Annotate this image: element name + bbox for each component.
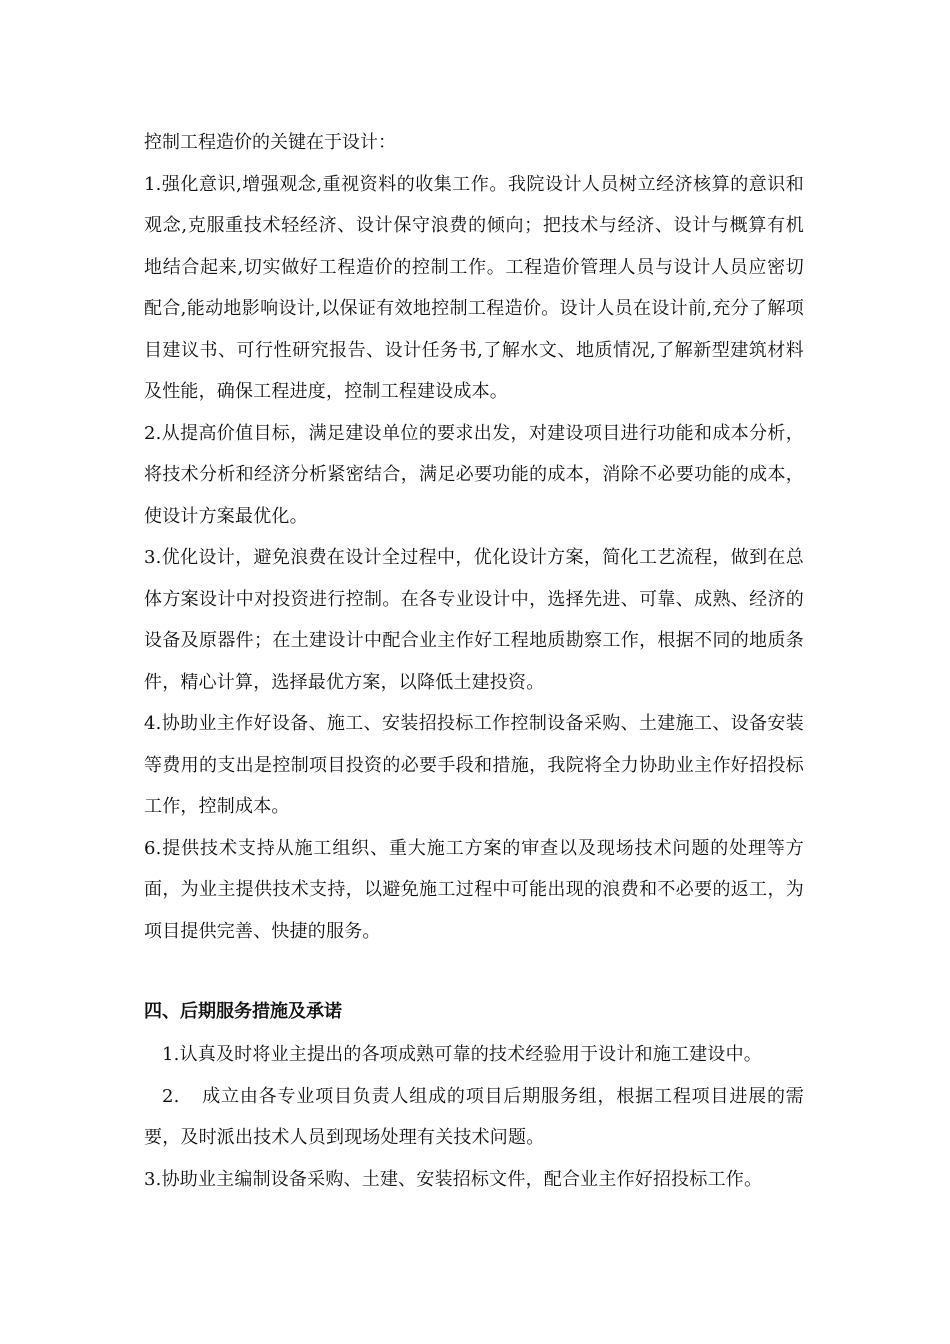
measure-2: 2.从提高价值目标，满足建设单位的要求出发，对建设项目进行功能和成本分析，将技术分析和经济分析紧密结合，满足必要功能的成本，消除不必要功能的成本，使设计方案最优化。 [144,422,804,527]
commitments-list [144,1034,804,1200]
measure-6: 6.提供技术支持从施工组织、重大施工方案的审查以及现场技术问题的处理等方面，为业主提供技术支持，以避免施工过程中可能出现的浪费和不必要的返工，为项目提供完善、快捷的服务。 [144,837,804,942]
measure-3: 3.优化设计，避免浪费在设计全过程中，优化设计方案，简化工艺流程，做到在总体方案设计中对投资进行控制。在各专业设计中，选择先进、可靠、成熟、经济的设备及原器件；在土建设计中配合业主作好工程地质勘察工作，根据不同的地质条件，精心计算，选择最优方案，以降低土建投资。 [144,547,804,693]
intro-line: 控制工程造价的关键在于设计： [144,132,396,153]
commitment-2 [144,1076,804,1159]
section-heading: 四、后期服务措施及承诺 [144,1001,342,1022]
commitment-2-text: 成立由各专业项目负责人组成的项目后期服务组，根据工程项目进展的需要，及时派出技术人员到现场处理有关技术问题。 [144,1085,804,1148]
commitment-3: 3.协助业主编制设备采购、土建、安装招标文件，配合业主作好招投标工作。 [144,1168,763,1190]
measure-1: 1.强化意识,增强观念,重视资料的收集工作。我院设计人员树立经济核算的意识和观念,克服重技术轻经济、设计保守浪费的倾向；把技术与经济、设计与概算有机地结合起来,切实做好工程造价的控制工作。工程造价管理人员与设计人员应密切配合,能动地影响设计,以保证有效地控制工程造价。设计人员在设计前,充分了解项目建议书、可行性研究报告、设计任务书,了解水文、地质情况,了解新型建筑材料及性能，确保工程进度，控制工程建设成本。 [144,173,804,402]
commitment-1: 1.认真及时将业主提出的各项成熟可靠的技术经验用于设计和施工建设中。 [162,1044,762,1065]
commitment-2-number: 2. [162,1085,180,1107]
measure-4: 4.协助业主作好设备、施工、安装招投标工作控制设备采购、土建施工、设备安装等费用的支出是控制项目投资的必要手段和措施，我院将全力协助业主作好招投标工作，控制成本。 [144,713,804,817]
document-body [144,122,804,1190]
